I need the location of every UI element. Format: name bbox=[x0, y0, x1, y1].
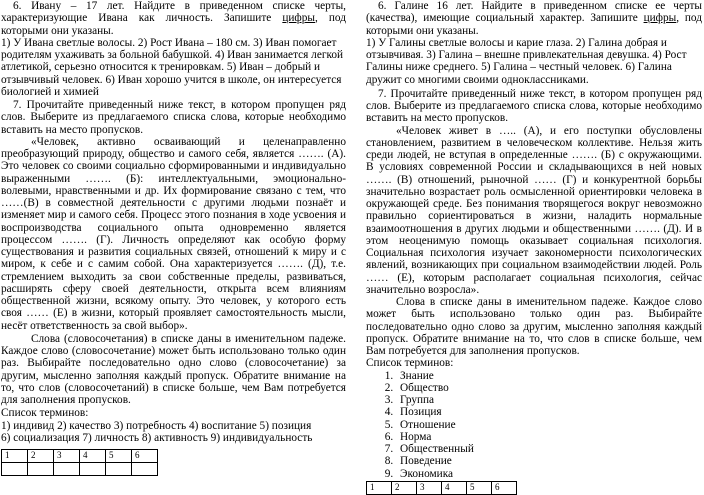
left-answer-cell[interactable] bbox=[80, 463, 106, 476]
left-answer-cell[interactable] bbox=[54, 463, 80, 476]
term-item: 6. Норма bbox=[396, 431, 702, 443]
right-task6-underlined-word: цифры bbox=[643, 12, 677, 25]
left-answer-cell[interactable] bbox=[2, 463, 28, 476]
right-task7-words-instruction: Слова в списке даны в именительном падеже. Каждое слово может быть использовано только один раз. Выбирайте последовательно одно слово за другим, мысленно заполняя каждый пропуск. Обратите внимание на то, что слов в списке больше, чем Вам потребуется для заполнения пропусков. bbox=[366, 296, 702, 357]
term-item: 7. Общественный bbox=[396, 443, 702, 455]
right-answer-header-cell: 4 bbox=[442, 481, 467, 494]
right-task7-passage: «Человек живет в ….. (А), и его поступки обусловлены становлением, развитием в человеческом коллективе. Нельзя жить среди людей, не вступая в определенные ……. (Б) с окружающими. В условиях современной России и складывающихся в ней новых ……. (В) отношений, рыночной …… (Г) и конкурентной борьбы значительно возрастает роль осмысленной ориентировки человека в окружающей среде. Без понимания творящегося вокруг невозможно правильно сориентироваться в жизни, наладить нормальные взаимоотношения в других людьми и общественными ……. (Д). И в этом неоценимую помощь оказывает социальная психология. Социальная психология изучает закономерности психологических явлений, возникающих при социальном взаимодействии людей. Роль …… (Е), которым располагает социальная психология, сейчас значительно возросла». bbox=[366, 124, 702, 296]
term-item: 1. Знание bbox=[396, 370, 702, 382]
left-answer-header-cell: 2 bbox=[28, 450, 54, 463]
right-task6-question: 6. Галине 16 лет. Найдите в приведенном списке ее черты (качества), имеющие социальный характер. Запишите цифры, под которыми они указаны. bbox=[366, 0, 702, 37]
left-answer-table bbox=[1, 449, 158, 476]
left-column bbox=[1, 0, 346, 476]
right-answer-header-cell: 6 bbox=[492, 481, 517, 494]
right-answer-table bbox=[366, 481, 517, 495]
term-item: 8. Поведение bbox=[396, 455, 702, 467]
left-answer-header-cell: 6 bbox=[132, 450, 158, 463]
right-terms-heading: Список терминов: bbox=[366, 357, 454, 370]
left-task6-list: 1) У Ивана светлые волосы. 2) Рост Ивана – 180 см. 3) Иван помогает родителям ухаживать за больной бабушкой. 4) Иван занимается легкой атлетикой, серьезно относится к тренировкам. 5) Иван – добрый и отзывчивый человек. 6) Иван хорошо учится в школе, он интересуется биологией и химией bbox=[1, 36, 344, 98]
term-item: 2. Общество bbox=[396, 382, 702, 394]
left-task6-question: 6. Ивану – 17 лет. Найдите в приведенном списке черты, характеризующие Ивана как личность. Запишите цифры, под которыми они указаны. bbox=[1, 0, 346, 37]
right-column bbox=[366, 0, 702, 495]
left-terms-line-2: 6) социализация 7) личность 8) активность 9) индивидуальность bbox=[1, 431, 313, 444]
term-item: 5. Отношение bbox=[396, 419, 702, 431]
right-task6-list: 1) У Галины светлые волосы и карие глаза. 2) Галина добрая и отзывчивая. 3) Галина – внешне привлекательная девушка. 4) Рост Галины ниже среднего. 5) Галина – честный человек. 6) Галина дружит со многими своими одноклассниками. bbox=[366, 36, 687, 86]
left-answer-header-cell: 5 bbox=[106, 450, 132, 463]
left-terms-line-1: 1) индивид 2) качество 3) потребность 4) воспитание 5) позиция bbox=[1, 419, 312, 432]
left-task7-instruction: 7. Прочитайте приведенный ниже текст, в котором пропущен ряд слов. Выберите из предлагаемого списка слова, которые необходимо вставить на место пропусков. bbox=[1, 99, 346, 136]
right-answer-header-cell: 3 bbox=[417, 481, 442, 494]
left-answer-header-cell: 4 bbox=[80, 450, 106, 463]
left-task7-passage: «Человек, активно осваивающий и целенаправленно преобразующий природу, общество и самого себя, является ……. (А). Это человек со своими социально сформированными и индивидуально выраженными ……. (Б): интеллектуальными, эмоционально-волевыми, нравственными и др. Их формирование связано с тем, что ……(В) в совместной деятельности с другими людьми познаёт и изменяет мир и самого себя. Процесс этого познания в ходе усвоения и воспроизводства социального опыта одновременно является процессом ……. (Г). Личность определяют как особую форму существования и развития социальных связей, отношений к миру и с миром, к себе и с самим собой. Она характеризуется ……. (Д), т.е. стремлением выходить за свои собственные пределы, развиваться, расширять сферу своей деятельности, открыта всем влияниям общественной жизни, всякому опыту. Это человек, у которого есть своя …… (Е) в жизни, который проявляет самостоятельность мысли, несёт ответственность за свой выбор». bbox=[1, 135, 346, 332]
left-answer-input-row bbox=[2, 463, 158, 476]
left-answer-header-cell: 3 bbox=[54, 450, 80, 463]
term-item: 4. Позиция bbox=[396, 406, 702, 418]
left-answer-cell[interactable] bbox=[106, 463, 132, 476]
right-answer-header-cell: 5 bbox=[467, 481, 492, 494]
right-answer-header-row bbox=[367, 481, 517, 494]
left-answer-header-cell: 1 bbox=[2, 450, 28, 463]
left-task7-words-instruction: Слова (словосочетания) в списке даны в именительном падеже. Каждое слово (словосочетание) может быть использовано только один раз. Выбирайте последовательно одно слово (словосочетание) за другим, мысленно заполняя каждый пропуск. Обратите внимание на то, что слов (словосочетаний) в списке больше, чем Вам потребуется для заполнения пропусков. bbox=[1, 332, 346, 406]
left-answer-header-row bbox=[2, 450, 158, 463]
left-terms-heading: Список терминов: bbox=[1, 407, 89, 420]
right-answer-header-cell: 1 bbox=[367, 481, 392, 494]
right-terms-list bbox=[366, 370, 702, 480]
term-item: 9. Экономика bbox=[396, 468, 702, 480]
left-answer-cell[interactable] bbox=[132, 463, 158, 476]
right-task7-instruction: 7. Прочитайте приведенный ниже текст, в котором пропущен ряд слов. Выберите из предлагаемого списка слова, которые необходимо вставить на место пропусков. bbox=[366, 87, 702, 125]
right-answer-header-cell: 2 bbox=[392, 481, 417, 494]
left-task6-underlined-word: цифры bbox=[282, 12, 315, 25]
term-item: 3. Группа bbox=[396, 394, 702, 406]
left-answer-cell[interactable] bbox=[28, 463, 54, 476]
